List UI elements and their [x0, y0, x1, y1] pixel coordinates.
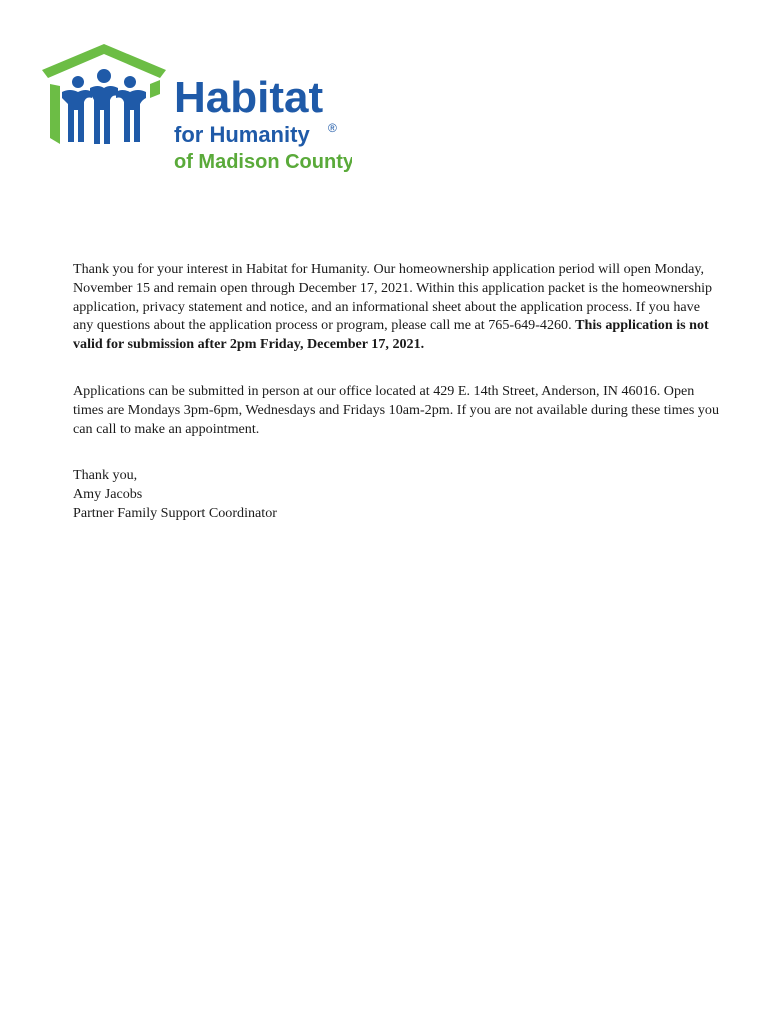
closing-line: Thank you, [73, 467, 138, 484]
logo-chapter-text: of Madison County [174, 151, 352, 173]
office-info-paragraph: Applications can be submitted in person at our office located at 429 E. 14th Street, Anderson, IN 46016. Open times are Mondays 3pm-6pm, Wednesdays and Fridays 10am-2pm. If you are not available during these times you can call to make an appointment. [73, 382, 719, 437]
intro-paragraph [73, 260, 721, 354]
signature-block [73, 466, 721, 522]
deadline-notice: This application is not valid for submission after 2pm Friday, December 17, 2021. [73, 317, 709, 353]
intro-text: Thank you for your interest in Habitat for Humanity. Our homeownership application period will open Monday, November 15 and remain open through December 17, 2021. Within this application packet is the homeownership application, privacy statement and notice, and an informational sheet about the application process. If you have any questions about the application process or program, please call me at 765-649-4260. [73, 261, 713, 334]
habitat-logo [42, 44, 352, 176]
registered-mark: ® [328, 121, 337, 135]
habitat-logo-mark [42, 44, 352, 176]
logo-subtitle-text: for Humanity [174, 122, 310, 147]
signer-name: Amy Jacobs [73, 486, 143, 503]
signer-title: Partner Family Support Coordinator [73, 504, 277, 521]
letter-body [73, 260, 721, 523]
logo-title-text: Habitat [174, 73, 324, 122]
